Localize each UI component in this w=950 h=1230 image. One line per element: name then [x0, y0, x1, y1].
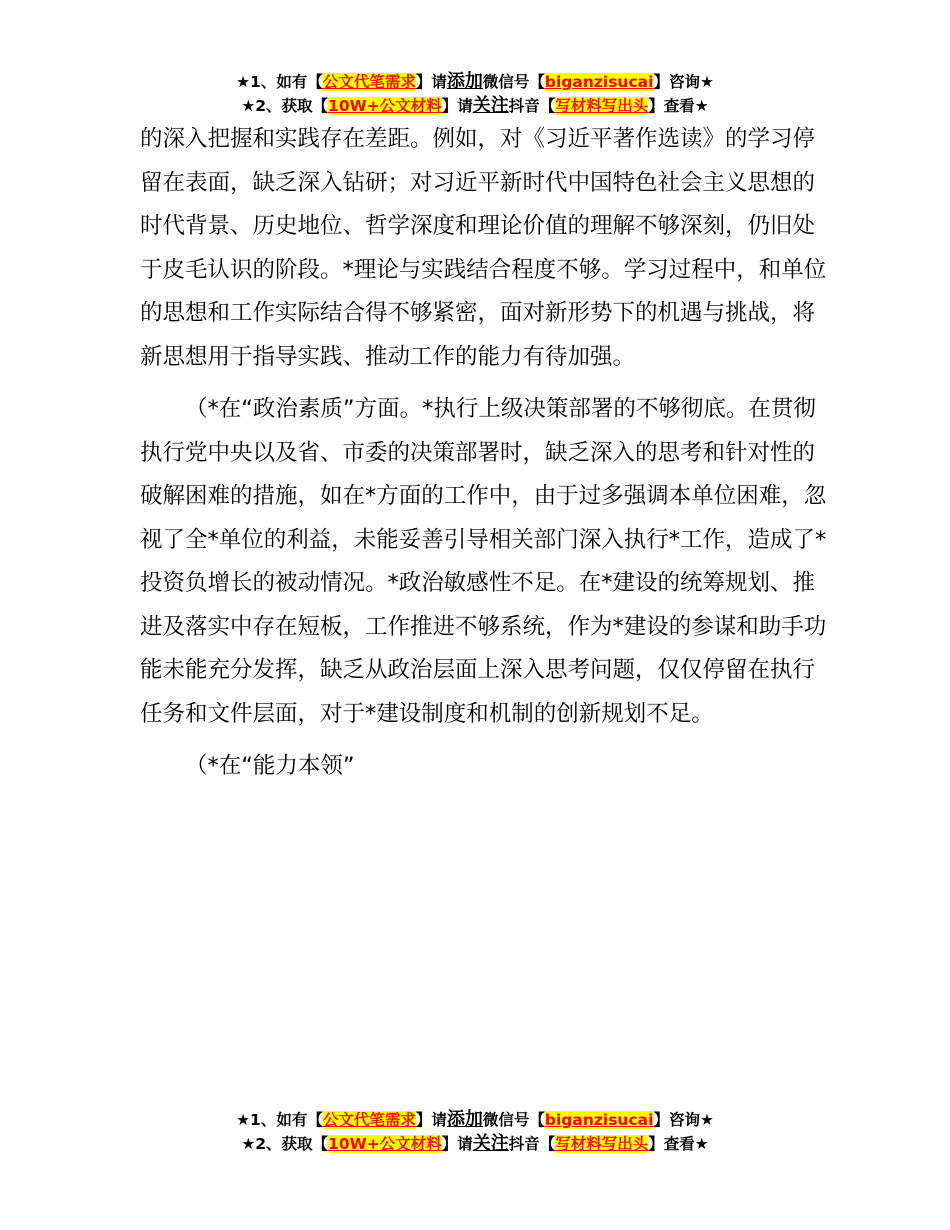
footer-banner [0, 1108, 950, 1156]
paragraph-1: 的深入把握和实践存在差距。例如，对《习近平著作选读》的学习停留在表面，缺乏深入钻研；对习近平新时代中国特色社会主义思想的时代背景、历史地位、哲学深度和理论价值的理解不够深刻，仍旧处于皮毛认识的阶段。*理论与实践结合程度不够。学习过程中，和单位的思想和工作实际结合得不够紧密，面对新形势下的机遇与挑战，将新思想用于指导实践、推动工作的能力有待加强。 [140, 126, 827, 370]
document-body [140, 118, 830, 789]
footer-line-1: ★1、如有【公文代笔需求】请添加微信号【biganzisucai】咨询★ [236, 1109, 714, 1130]
header-wechat-id: biganzisucai [544, 73, 654, 91]
header-douyin-account: 写材料写出头 [555, 97, 649, 115]
paragraph-3: （*在“能力本领” [185, 753, 355, 779]
footer-line-2: ★2、获取【10W+公文材料】请关注抖音【写材料写出头】查看★ [241, 1133, 709, 1154]
footer-wechat-id: biganzisucai [544, 1111, 654, 1129]
header-line-1: ★1、如有【公文代笔需求】请添加微信号【biganzisucai】咨询★ [236, 71, 714, 92]
header-line-2: ★2、获取【10W+公文材料】请关注抖音【写材料写出头】查看★ [241, 95, 709, 116]
footer-materials-highlight: 10W+公文材料 [328, 1135, 442, 1153]
header-service-highlight: 公文代笔需求 [322, 73, 416, 91]
footer-douyin-account: 写材料写出头 [555, 1135, 649, 1153]
footer-service-highlight: 公文代笔需求 [322, 1111, 416, 1129]
paragraph-2: （*在“政治素质”方面。*执行上级决策部署的不够彻底。在贯彻执行党中央以及省、市委的决策部署时，缺乏深入的思考和针对性的破解困难的措施，如在*方面的工作中，由于过多强调本单位困难，忽视了全*单位的利益，未能妥善引导相关部门深入执行*工作，造成了*投资负增长的被动情况。*政治敏感性不足。在*建设的统筹规划、推进及落实中存在短板，工作推进不够系统，作为*建设的参谋和助手功能未能充分发挥，缺乏从政治层面上深入思考问题，仅仅停留在执行任务和文件层面，对于*建设制度和机制的创新规划不足。 [140, 396, 827, 727]
header-materials-highlight: 10W+公文材料 [328, 97, 442, 115]
header-banner [0, 70, 950, 118]
